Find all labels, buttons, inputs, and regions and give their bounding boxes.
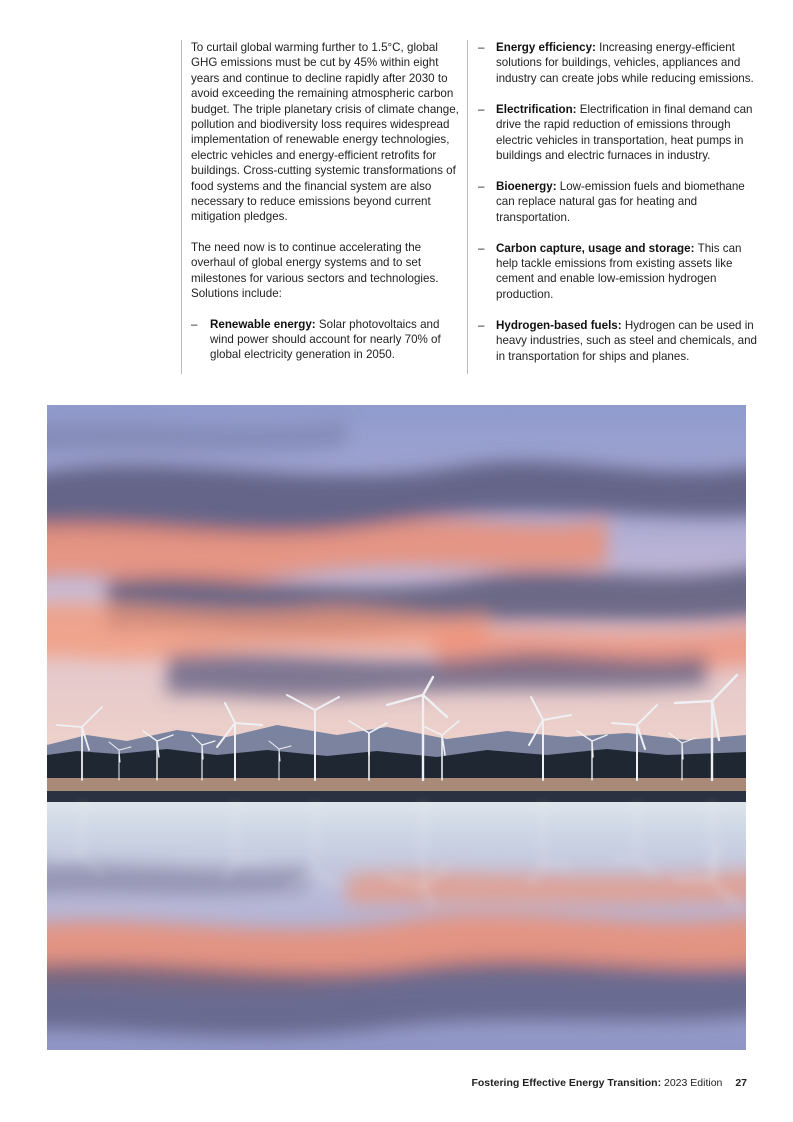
footer-edition: 2023 Edition [664, 1077, 723, 1089]
item-text: Low-emission fuels and biomethane can replace natural gas for heating and transportation. [496, 179, 745, 224]
item-title: Electrification: [496, 102, 580, 116]
list-item [478, 102, 757, 164]
tree-line [47, 749, 746, 780]
item-title: Energy efficiency: [496, 41, 600, 54]
left-text-column [181, 40, 466, 374]
item-title: Hydrogen-based fuels: [496, 318, 625, 332]
cloud-reflections [47, 864, 746, 1036]
item-text: Increasing energy-efficient solutions for buildings, vehicles, appliances and industry can create jobs while reducing emissions. [496, 41, 754, 85]
list-item [478, 40, 757, 86]
right-text-column [467, 40, 757, 374]
item-title: Renewable energy: [210, 317, 319, 331]
item-title: Bioenergy: [496, 179, 560, 193]
solutions-intro-paragraph: The need now is to continue accelerating the overhaul of global energy systems and to set milestones for various sectors and technologies. Solutions include: [191, 240, 439, 301]
item-text: Hydrogen can be used in heavy industries, such as steel and chemicals, and in transportation for ships and planes. [496, 318, 758, 363]
footer-report-title: Fostering Effective Energy Transition: [471, 1077, 664, 1089]
shore-reflection [47, 791, 746, 803]
page-number: 27 [735, 1077, 747, 1089]
dash-bullet: – [478, 241, 485, 255]
list-item [478, 179, 757, 225]
list-item [478, 318, 757, 364]
dash-bullet: – [478, 179, 485, 193]
page-footer [471, 1077, 747, 1089]
list-item [191, 317, 466, 363]
dash-bullet: – [191, 317, 198, 331]
wind-turbines-photo [47, 405, 746, 1050]
shoreline [47, 778, 746, 792]
item-text: This can help tackle emissions from existing assets like cement and enable low-emission hydrogen production. [496, 241, 742, 301]
list-item [478, 241, 757, 303]
dash-bullet: – [478, 102, 485, 116]
intro-paragraph: To curtail global warming further to 1.5°C, global GHG emissions must be cut by 45% within eight years and continue to decline rapidly after 2030 to avoid exceeding the remaining atmospheric carbon budget. The triple planetary crisis of climate change, pollution and biodiversity loss requires widespread implementation of renewable energy technologies, electric vehicles and energy-efficient retrofits for buildings. Cross-cutting systemic transformations of food systems and the financial system are also necessary to reduce emissions beyond current mitigation pledges. [191, 41, 459, 224]
dash-bullet: – [478, 318, 485, 332]
item-title: Carbon capture, usage and storage: [496, 241, 698, 255]
solutions-list-right [478, 40, 757, 364]
dash-bullet: – [478, 41, 485, 54]
item-text: Solar photovoltaics and wind power should account for nearly 70% of global electricity generation in 2050. [210, 317, 441, 362]
item-text: Electrification in final demand can drive the rapid reduction of emissions through electric vehicles in transportation, heat pumps in buildings and electric furnaces in industry. [496, 102, 753, 162]
solutions-list-left [191, 317, 466, 363]
